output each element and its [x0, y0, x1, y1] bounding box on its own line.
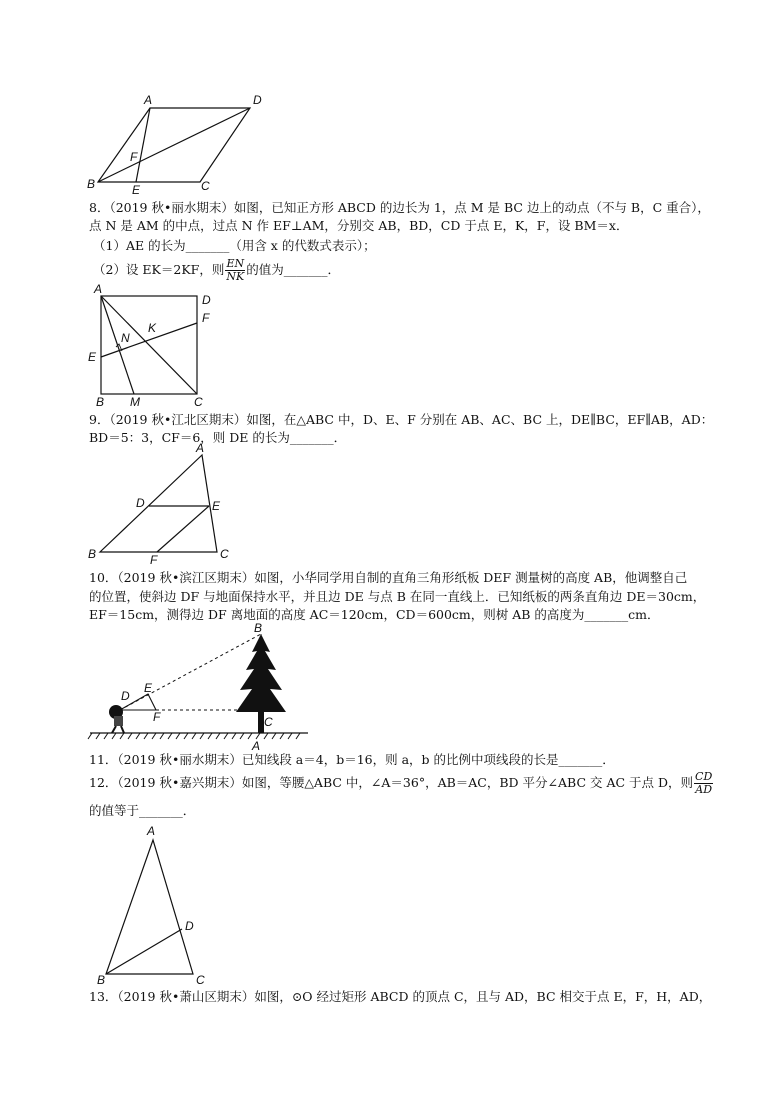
- q12-line1-text: 12．（2019 秋•嘉兴期末）如图，等腰△ABC 中，∠A＝36°，AB＝AC，BD 平分∠ABC 交 AC 于点 D，则: [89, 775, 694, 790]
- q10-label-E: E: [144, 681, 153, 695]
- q8-label-C: C: [194, 395, 203, 409]
- q12-label-B: B: [97, 973, 106, 987]
- q9-label-D: D: [136, 496, 145, 510]
- q13-line1: 13．（2019 秋•萧山区期末）如图，⊙O 经过矩形 ABCD 的顶点 C，且与 AD，BC 相交于点 E，F，H，AD，: [89, 989, 712, 1004]
- q8-label-K: K: [148, 321, 157, 335]
- q10-line2: 的位置，使斜边 DF 与地面保持水平，并且边 DE 与点 B 在同一直线上．已知纸板的两条直角边 DE＝30cm，: [89, 589, 706, 604]
- figure-tree-measurement: [86, 620, 311, 755]
- q10-label-D: D: [121, 689, 130, 703]
- q11-line1: 11．（2019 秋•丽水期末）已知线段 a＝4，b＝16，则 a，b 的比例中项线段的长是_______．: [89, 752, 615, 767]
- label-C: C: [201, 179, 210, 193]
- q12-label-A: A: [147, 824, 156, 838]
- q9-line1: 9．（2019 秋•江北区期末）如图，在△ABC 中，D、E、F 分别在 AB、AC、BC 上，DE∥BC，EF∥AB，AD：: [89, 412, 714, 427]
- q9-label-C: C: [220, 547, 229, 561]
- q10-label-C: C: [264, 715, 273, 729]
- tree-icon: [236, 634, 286, 733]
- q8-label-F: F: [202, 311, 210, 325]
- q9-label-E: E: [212, 499, 221, 513]
- q8-line2: 点 N 是 AM 的中点，过点 N 作 EF⊥AM，分别交 AB，BD，CD 于点 E，K，F，设 BM＝x．: [89, 218, 629, 233]
- q8-label-E: E: [88, 350, 97, 364]
- q12-line1: [89, 770, 714, 796]
- q9-label-A: A: [196, 441, 205, 455]
- figure-square: [84, 282, 224, 410]
- q12-frac-num: CD: [695, 770, 713, 783]
- figure-parallelogram: [80, 88, 280, 198]
- label-D: D: [253, 93, 262, 107]
- q8-part1: （1）AE 的长为_______（用含 x 的代数式表示）；: [93, 238, 376, 253]
- q12-label-D: D: [185, 919, 194, 933]
- q8-part2-pre: （2）设 EK＝2KF，则: [93, 262, 225, 277]
- q8-line1: 8．（2019 秋•丽水期末）如图，已知正方形 ABCD 的边长为 1，点 M 是 BC 边上的动点（不与 B，C 重合），: [89, 200, 710, 215]
- q8-label-A: A: [94, 282, 103, 296]
- q8-label-B: B: [96, 395, 105, 409]
- q12-frac-den: AD: [695, 783, 713, 796]
- q12-fraction: [694, 771, 713, 796]
- q10-line1: 10．（2019 秋•滨江区期末）如图，小华同学用自制的直角三角形纸板 DEF 测量树的高度 AB，他调整自己: [89, 570, 688, 585]
- q10-label-A: A: [252, 739, 261, 753]
- q9-label-F: F: [150, 553, 158, 565]
- q10-label-F: F: [153, 710, 161, 724]
- figure-isosceles-triangle: [92, 822, 222, 988]
- q10-label-B: B: [254, 621, 263, 635]
- label-F: F: [130, 150, 138, 164]
- q8-part2: [93, 257, 340, 283]
- q8-fraction: [225, 258, 245, 283]
- label-B: B: [87, 177, 96, 191]
- person-icon: [109, 705, 124, 733]
- q8-part2-post: 的值为_______．: [246, 262, 340, 277]
- q8-frac-den: NK: [226, 270, 245, 283]
- figure-triangle-def: [84, 440, 244, 565]
- q8-frac-num: EN: [226, 257, 245, 270]
- q10-line3: EF＝15cm，测得边 DF 离地面的高度 AC＝120cm，CD＝600cm，则树 AB 的高度为_______cm．: [89, 607, 660, 622]
- label-A: A: [144, 93, 153, 107]
- q9-line2: BD＝5：3，CF＝6，则 DE 的长为_______．: [89, 430, 347, 445]
- q12-label-C: C: [196, 973, 205, 987]
- q9-label-B: B: [88, 547, 97, 561]
- q12-line2: 的值等于_______．: [89, 803, 196, 818]
- q8-label-M: M: [130, 395, 140, 409]
- q8-label-N: N: [121, 331, 130, 345]
- q8-label-D: D: [202, 293, 211, 307]
- label-E: E: [132, 183, 141, 197]
